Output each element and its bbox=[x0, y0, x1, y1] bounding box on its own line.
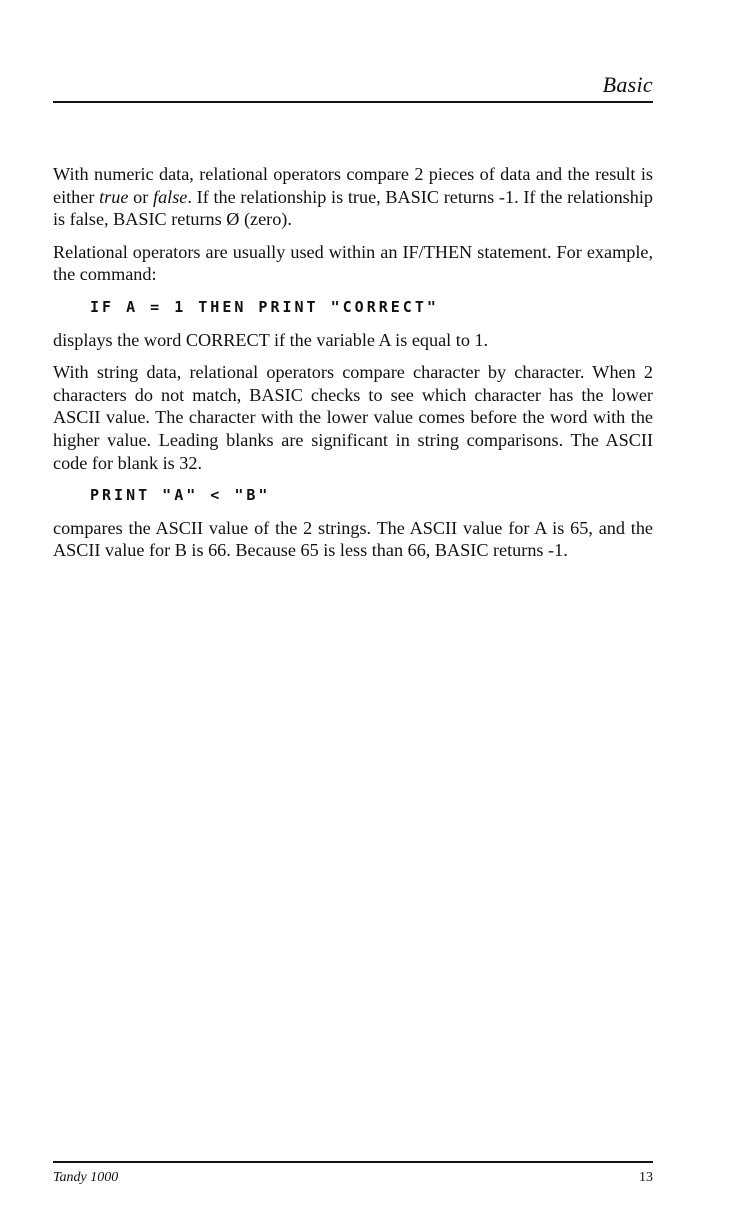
page-body bbox=[53, 163, 653, 572]
paragraph-if-then: Relational operators are usually used within an IF/THEN statement. For example, the command: bbox=[53, 241, 653, 285]
paragraph-ascii-compare: compares the ASCII value of the 2 strings. The ASCII value for A is 65, and the ASCII value for B is 66. Because 65 is less than 66, BASIC returns -1. bbox=[53, 517, 653, 561]
footer-rule bbox=[53, 1161, 653, 1163]
paragraph-numeric-data-part-3: . If the relationship is true, BASIC returns -1. If the relationship is false, BASIC returns Ø (zero). bbox=[53, 186, 653, 230]
false-term: false bbox=[153, 186, 188, 207]
paragraph-numeric-data bbox=[53, 163, 653, 231]
footer-book-title: Tandy 1000 bbox=[53, 1170, 119, 1185]
code-example-if-then: IF A = 1 THEN PRINT "CORRECT" bbox=[90, 297, 439, 316]
header-rule bbox=[53, 101, 653, 103]
page-footer bbox=[53, 1170, 653, 1186]
paragraph-numeric-data-part-1: With numeric data, relational operators compare 2 pieces of data and the result is either bbox=[53, 164, 653, 207]
code-example-print-compare: PRINT "A" < "B" bbox=[90, 486, 271, 505]
paragraph-displays-correct: displays the word CORRECT if the variable A is equal to 1. bbox=[53, 329, 489, 350]
paragraph-numeric-data-part-2: or bbox=[128, 186, 154, 207]
paragraph-string-data: With string data, relational operators compare character by character. When 2 characters do not match, BASIC checks to see which character has the lower ASCII value. The character with the lower value comes before the word with the higher value. Leading blanks are significant in string comparisons. The ASCII code for blank is 32. bbox=[53, 362, 653, 473]
footer-page-number: 13 bbox=[639, 1170, 653, 1185]
true-term: true bbox=[99, 186, 129, 207]
running-head-title: Basic bbox=[602, 72, 653, 97]
